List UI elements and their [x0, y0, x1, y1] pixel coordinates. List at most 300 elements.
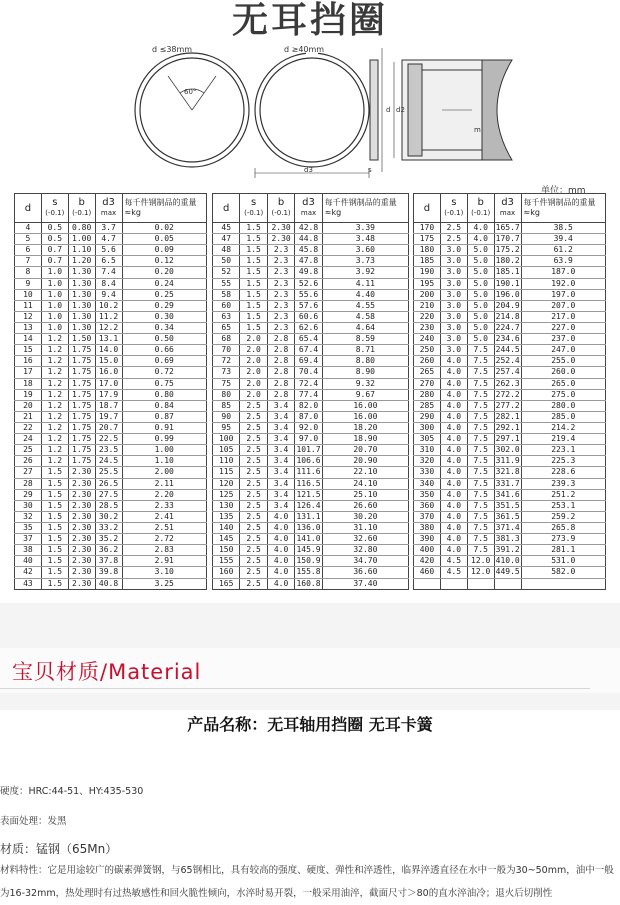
table-cell: 1.75: [68, 367, 95, 378]
table-cell: 15: [15, 345, 42, 356]
table-cell: 40.8: [95, 578, 122, 589]
table-cell: 3.4: [267, 434, 294, 445]
table-cell: 2.5: [240, 545, 267, 556]
table-cell: 224.7: [495, 323, 520, 333]
table-cell: 30.2: [95, 511, 122, 522]
table-cell: 320: [414, 456, 441, 467]
table-cell: 2.5: [240, 467, 267, 478]
table-cell: 40: [15, 556, 42, 567]
table-cell: 27: [15, 467, 42, 478]
table-cell: 190.1: [495, 278, 520, 288]
table-row: [213, 456, 409, 467]
table-cell: 47.8: [295, 256, 322, 267]
table-row: [15, 556, 207, 567]
table-cell: 60: [213, 300, 240, 311]
table-cell: 4.40: [322, 289, 408, 300]
table-cell: 7.5: [467, 500, 494, 511]
table-cell: 7.5: [467, 456, 494, 467]
table-cell: 5.0: [467, 289, 494, 300]
table-row: [15, 445, 207, 456]
table-cell: 1.2: [41, 356, 68, 367]
ring-small-diagram: [135, 50, 249, 167]
table-cell: 3.0: [440, 267, 467, 278]
table-cell: 265.8: [521, 522, 606, 533]
table-cell: 2.33: [122, 500, 207, 511]
table-cell: 2.51: [122, 522, 207, 533]
table-cell: 7.5: [467, 478, 494, 489]
table-row: [213, 378, 409, 389]
table-cell: 5.0: [467, 334, 494, 345]
table-cell: 1.5: [240, 300, 267, 311]
table-cell: 371.4: [495, 523, 520, 532]
section-diagram: [370, 48, 512, 172]
table-row: [15, 567, 207, 578]
table-cell: 16: [15, 356, 42, 367]
s-label: s: [368, 166, 372, 174]
table-cell: 1.5: [41, 511, 68, 522]
table-cell: [494, 578, 521, 589]
table-row: [15, 478, 207, 489]
table-cell: 57.6: [295, 300, 322, 311]
table-cell: 204.9: [495, 300, 520, 310]
table-cell: 273.9: [521, 534, 606, 545]
table-cell: 49.8: [295, 267, 322, 278]
table-cell: 8.59: [322, 334, 408, 345]
table-row: [15, 322, 207, 333]
header-d: d: [414, 194, 441, 223]
header-s: s (-0.1): [240, 194, 267, 223]
table-cell: 111.6: [296, 467, 321, 477]
table-cell: 39.8: [95, 567, 122, 578]
table-row: [213, 500, 409, 511]
table-cell: 2.83: [122, 545, 207, 556]
table-cell: 280: [414, 389, 441, 400]
table-row: [15, 522, 207, 533]
table-row: [15, 456, 207, 467]
table-cell: 381.3: [495, 534, 520, 544]
table-cell: 0.66: [122, 345, 207, 356]
table-cell: 1.75: [68, 456, 95, 467]
table-cell: 4.0: [440, 356, 467, 367]
table-cell: 197.0: [521, 289, 606, 300]
table-row: [414, 389, 606, 400]
table-cell: 2.5: [240, 456, 267, 467]
table-row: [414, 400, 606, 411]
table-cell: 1.5: [240, 245, 267, 256]
table-cell: 237.0: [521, 334, 606, 345]
table-cell: 7.5: [467, 345, 494, 356]
table-cell: 5.6: [95, 245, 122, 256]
table-cell: 4.0: [267, 567, 294, 578]
table-cell: 280.0: [521, 400, 606, 411]
table-cell: 449.5: [495, 567, 520, 577]
table-cell: 24.5: [95, 456, 122, 467]
table-cell: 180.2: [495, 256, 520, 266]
table-row: [15, 234, 207, 245]
table-cell: 4.0: [440, 389, 467, 400]
table-cell: 1.50: [68, 334, 95, 345]
table-cell: 214.8: [495, 311, 520, 321]
table-cell: 1.00: [68, 234, 95, 245]
table-cell: 130: [213, 500, 240, 511]
table-cell: 2.30: [267, 223, 294, 234]
table-cell: 3.4: [267, 489, 294, 500]
unit-note: 单位：mm: [541, 186, 586, 196]
table-cell: 120: [213, 478, 240, 489]
table-row: [213, 400, 409, 411]
table-cell: 192.0: [521, 278, 606, 289]
table-cell: 1.2: [41, 434, 68, 445]
table-cell: 265.0: [521, 378, 606, 389]
table-cell: 55: [213, 278, 240, 289]
table-row: [414, 289, 606, 300]
table-row: [15, 278, 207, 289]
table-cell: 2.3: [267, 256, 294, 267]
table-row: [15, 500, 207, 511]
table-cell: 2.30: [68, 489, 95, 500]
table-cell: 43: [15, 578, 42, 589]
table-cell: 7.5: [467, 489, 494, 500]
table-cell: 7.5: [467, 422, 494, 433]
table-cell: 3.4: [267, 478, 294, 489]
table-cell: 1.5: [240, 311, 267, 322]
table-cell: 255.0: [521, 356, 606, 367]
table-cell: 18: [15, 378, 42, 389]
table-cell: 42.8: [295, 223, 322, 234]
table-cell: 4.5: [440, 567, 467, 578]
table-cell: 331.7: [495, 478, 520, 488]
header-d3: d3 max: [295, 194, 322, 223]
table-cell: 175: [414, 234, 441, 245]
table-cell: 2.0: [240, 367, 267, 378]
header-d: d: [213, 194, 240, 223]
table-row: [15, 578, 207, 589]
table-cell: 3.4: [267, 467, 294, 478]
table-row: [15, 345, 207, 356]
table-row: [414, 311, 606, 322]
table-cell: 39.4: [521, 234, 606, 245]
table-cell: 8.80: [322, 356, 408, 367]
table-cell: 4.0: [440, 400, 467, 411]
table-cell: 1.75: [68, 411, 95, 422]
table-cell: 230: [414, 322, 441, 333]
table-cell: 9.67: [322, 389, 408, 400]
table-row: [213, 422, 409, 433]
table-cell: 2.5: [240, 434, 267, 445]
table-cell: 4.0: [267, 578, 294, 589]
table-cell: 219.4: [521, 434, 606, 445]
table-cell: 1.5: [41, 522, 68, 533]
table-row: [213, 467, 409, 478]
header-d3: d3 max: [95, 194, 122, 223]
table-cell: 3.48: [322, 234, 408, 245]
table-cell: 0.09: [122, 245, 207, 256]
table-cell: 90: [213, 411, 240, 422]
table-row: [15, 311, 207, 322]
header-d: d: [15, 194, 42, 223]
table-cell: 100: [213, 434, 240, 445]
table-cell: 5.0: [467, 322, 494, 333]
table-cell: 1.30: [68, 289, 95, 300]
table-row: [15, 534, 207, 545]
table-cell: 26: [15, 456, 42, 467]
table-cell: 277.2: [495, 400, 520, 410]
table-cell: 420: [414, 556, 441, 567]
table-cell: 2.0: [240, 334, 267, 345]
table-cell: 4.0: [440, 422, 467, 433]
table-cell: 35.2: [95, 534, 122, 545]
table-cell: 5.0: [467, 256, 494, 267]
table-cell: 17: [15, 367, 42, 378]
table-cell: 24.10: [322, 478, 408, 489]
table-cell: 3.60: [322, 245, 408, 256]
table-cell: 4.0: [267, 511, 294, 522]
table-cell: 65: [213, 322, 240, 333]
table-cell: 32.60: [322, 534, 408, 545]
table-cell: 3.0: [440, 300, 467, 311]
table-cell: 5.0: [467, 300, 494, 311]
table-row: [414, 478, 606, 489]
table-cell: 16.00: [322, 400, 408, 411]
table-cell: 196.0: [495, 289, 520, 299]
table-cell: 155.8: [296, 567, 321, 577]
table-cell: 140: [213, 522, 240, 533]
table-cell: 1.2: [41, 334, 68, 345]
table-cell: 0.87: [122, 411, 207, 422]
table-row: [15, 289, 207, 300]
table-cell: 0.02: [122, 223, 207, 234]
table-row: [213, 234, 409, 245]
table-cell: 8.90: [322, 367, 408, 378]
table-cell: 19: [15, 389, 42, 400]
table-cell: 82.0: [295, 400, 322, 411]
table-cell: 2.30: [68, 556, 95, 567]
table-row: [15, 389, 207, 400]
table-row: [213, 534, 409, 545]
table-cell: 20.90: [322, 456, 408, 467]
table-cell: 121.5: [296, 489, 321, 499]
table-cell: 0.30: [122, 311, 207, 322]
table-cell: 27.5: [95, 489, 122, 500]
table-cell: 0.29: [122, 300, 207, 311]
table-cell: 70: [213, 345, 240, 356]
table-cell: 0.75: [122, 378, 207, 389]
header-s: s (-0.1): [41, 194, 68, 223]
table-cell: 4.0: [440, 367, 467, 378]
table-cell: 25: [15, 445, 42, 456]
table-row: [213, 556, 409, 567]
table-row: [414, 578, 606, 589]
table-cell: 1.5: [41, 578, 68, 589]
table-cell: 116.5: [296, 478, 321, 488]
table-cell: 2.30: [68, 567, 95, 578]
table-cell: 4.58: [322, 311, 408, 322]
table-cell: 55.6: [295, 289, 322, 300]
table-cell: 195: [414, 278, 441, 289]
table-cell: 1.2: [41, 422, 68, 433]
table-cell: 582.0: [521, 567, 606, 578]
table-row: [414, 300, 606, 311]
table-cell: 72: [213, 356, 240, 367]
table-cell: 36.2: [95, 545, 122, 556]
table-cell: 0.5: [41, 223, 68, 234]
table-cell: 68: [213, 334, 240, 345]
table-row: [414, 445, 606, 456]
table-cell: 1.75: [68, 356, 95, 367]
table-cell: 2.5: [240, 411, 267, 422]
table-cell: 150.9: [296, 556, 321, 566]
table-cell: 1.75: [68, 422, 95, 433]
table-cell: 63.9: [521, 256, 606, 267]
table-cell: 1.30: [68, 267, 95, 278]
table-cell: 2.5: [240, 422, 267, 433]
table-cell: 3.4: [267, 411, 294, 422]
table-cell: 23.5: [95, 445, 122, 456]
table-row: [213, 267, 409, 278]
table-cell: 4.0: [440, 534, 467, 545]
table-row: [414, 456, 606, 467]
table-cell: [467, 578, 494, 589]
table-row: [414, 223, 606, 234]
table-cell: 4.0: [440, 434, 467, 445]
table-cell: 260: [414, 356, 441, 367]
table-cell: 292.1: [495, 423, 520, 433]
table-cell: 380: [414, 522, 441, 533]
table-cell: 1.2: [41, 400, 68, 411]
table-cell: 3.92: [322, 267, 408, 278]
table-cell: 35: [15, 522, 42, 533]
table-cell: 297.1: [495, 434, 520, 444]
table-cell: 12: [15, 311, 42, 322]
table-cell: 155: [213, 556, 240, 567]
table-cell: 165.7: [495, 223, 520, 233]
table-cell: 4.11: [322, 278, 408, 289]
table-cell: 12.2: [95, 322, 122, 333]
table-cell: 4.0: [267, 545, 294, 556]
table-cell: 106.6: [296, 456, 321, 466]
right-ring-label: d ≥40mm: [284, 45, 325, 54]
table-row: [414, 467, 606, 478]
table-cell: 1.5: [240, 234, 267, 245]
table-cell: 2.3: [267, 289, 294, 300]
table-cell: 63: [213, 311, 240, 322]
table-row: [414, 245, 606, 256]
table-cell: 3.73: [322, 256, 408, 267]
table-cell: 275.0: [521, 389, 606, 400]
table-cell: 240: [414, 334, 441, 345]
header-b: b (-0.1): [267, 194, 294, 223]
table-cell: 185.1: [495, 267, 520, 277]
table-cell: 13: [15, 322, 42, 333]
table-cell: 239.3: [521, 478, 606, 489]
table-cell: 7.5: [467, 378, 494, 389]
table-cell: 10.2: [95, 300, 122, 311]
table-cell: 2.8: [267, 389, 294, 400]
table-cell: 0.5: [41, 234, 68, 245]
table-row: [213, 311, 409, 322]
table-cell: 1.5: [240, 322, 267, 333]
table-cell: 7.4: [95, 267, 122, 278]
table-cell: 7.5: [467, 534, 494, 545]
table-cell: 9.4: [95, 289, 122, 300]
table-cell: 252.4: [495, 356, 520, 366]
table-cell: 58: [213, 289, 240, 300]
table-cell: 36.60: [322, 567, 408, 578]
ring-large-diagram: [255, 52, 369, 178]
table-cell: 11: [15, 300, 42, 311]
table-cell: 4.0: [440, 411, 467, 422]
table-cell: 0.91: [122, 422, 207, 433]
table-cell: 3.4: [267, 422, 294, 433]
table-cell: 80: [213, 389, 240, 400]
header-b: b (-0.1): [68, 194, 95, 223]
table-row: [15, 400, 207, 411]
table-row: [213, 334, 409, 345]
table-cell: 2.30: [267, 234, 294, 245]
table-cell: 7.5: [467, 467, 494, 478]
table-cell: 20.7: [95, 422, 122, 433]
table-cell: 85: [213, 400, 240, 411]
table-cell: 17.0: [95, 378, 122, 389]
table-cell: 2.30: [68, 500, 95, 511]
table-cell: 37.8: [95, 556, 122, 567]
table-cell: 165: [213, 578, 240, 589]
table-cell: 30: [15, 500, 42, 511]
table-cell: [521, 578, 606, 589]
table-cell: 19.7: [95, 411, 122, 422]
table-cell: 29: [15, 489, 42, 500]
table-cell: 4.0: [440, 467, 467, 478]
header-weight: 每千件钢制品的重量≈kg: [521, 194, 606, 223]
table-row: [213, 245, 409, 256]
table-cell: 21: [15, 411, 42, 422]
table-row: [15, 267, 207, 278]
table-cell: 265: [414, 367, 441, 378]
table-cell: 175.2: [495, 245, 520, 255]
table-row: [213, 489, 409, 500]
table-cell: 0.69: [122, 356, 207, 367]
table-row: [414, 489, 606, 500]
table-cell: 125: [213, 489, 240, 500]
table-cell: 136.0: [296, 523, 321, 532]
table-cell: 2.5: [240, 578, 267, 589]
table-cell: 5.0: [467, 267, 494, 278]
table-cell: 95: [213, 422, 240, 433]
table-cell: 250: [414, 345, 441, 356]
header-weight: 每千件钢制品的重量≈kg: [122, 194, 207, 223]
table-cell: 160: [213, 567, 240, 578]
table-cell: 45: [213, 223, 240, 234]
table-cell: 330: [414, 467, 441, 478]
table-cell: 282.1: [495, 411, 520, 421]
table-cell: 1.10: [122, 456, 207, 467]
table-cell: 3.0: [440, 278, 467, 289]
table-cell: 4.0: [440, 456, 467, 467]
table-cell: 61.2: [521, 245, 606, 256]
table-cell: 2.5: [240, 511, 267, 522]
table-cell: 48: [213, 245, 240, 256]
table-cell: 7.5: [467, 522, 494, 533]
spec-table-1: [14, 193, 207, 590]
table-cell: 52: [213, 267, 240, 278]
table-cell: 52.6: [295, 278, 322, 289]
table-cell: 145.9: [296, 545, 321, 555]
table-cell: 4.0: [467, 223, 494, 234]
table-cell: 24: [15, 434, 42, 445]
table-cell: 272.2: [495, 389, 520, 399]
table-cell: 30.20: [322, 511, 408, 522]
table-cell: 14.0: [95, 345, 122, 356]
